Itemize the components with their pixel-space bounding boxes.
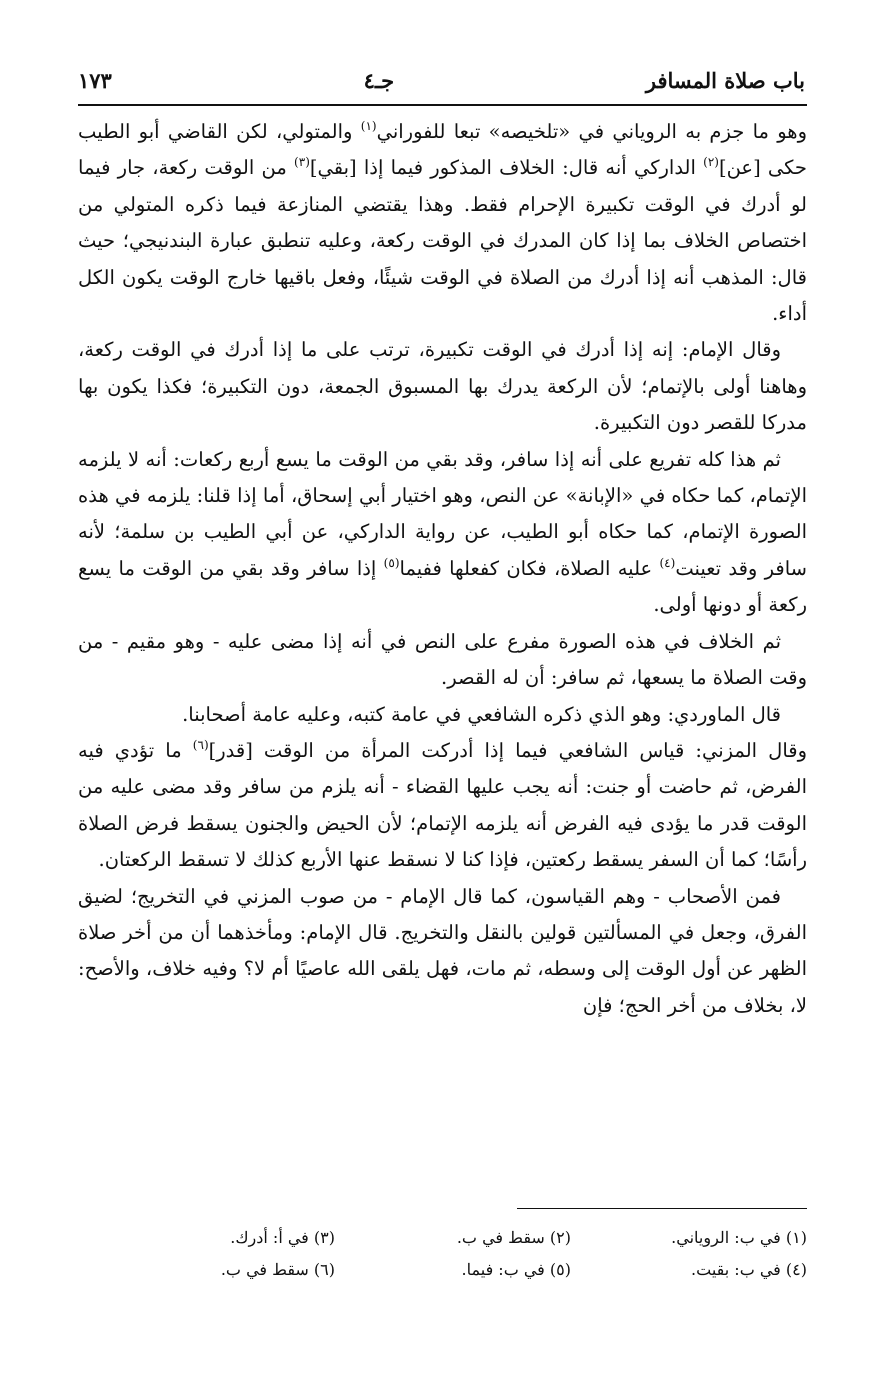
paragraph (78, 733, 807, 879)
text-run: من الوقت ركعة، جار فيما لو أدرك في الوقت تكبيرة الإحرام فقط. وهذا يقتضي المنازعة فيما ذكره المتولي من اختصاص الخلاف بما إذا كان المدرك في الوقت ركعة، وعليه تنطبق عبارة البندنيجي؛ حيث قال: المذهب أنه إذا أدرك من الصلاة في الوقت شيئًا، وفعل باقيها خارج الوقت يكون الكل أداء. (78, 156, 807, 326)
footnote-separator (517, 1208, 807, 1209)
footnote-marker[interactable]: (١) (360, 119, 377, 133)
footnote: (٤) في ب: بقيت. (691, 1260, 807, 1279)
text-run: وقال الإمام: إنه إذا أدرك في الوقت تكبيرة، ترتب على ما إذا أدرك في الوقت ركعة، وهاهنا أولى بالإتمام؛ لأن الركعة يدرك بها المسبوق الجمعة، دون التكبيرة؛ فكذا يكون بها مدركا للقصر دون التكبيرة. (78, 338, 807, 435)
text-run: فمن الأصحاب - وهم القياسون، كما قال الإمام - من صوب المزني في التخريج؛ لضيق الفرق، وجعل في المسألتين قولين بالنقل والتخريج. قال الإمام: ومأخذهما أن من أخر صلاة الظهر عن أول الوقت إلى وسطه، ثم مات، فهل يلقى الله عاصيًا أم لا؟ وفيه خلاف، والأصح: لا، بخلاف من أخر الحج؛ فإن (78, 884, 807, 1017)
footnote-marker[interactable]: (٥) (383, 555, 400, 570)
text-run: ما تؤدي فيه الفرض، ثم حاضت أو جنت: أنه يجب عليها القضاء - أنه يلزم من سافر وقد مضى عليه من الوقت قدر ما يؤدى فيه الفرض أنه يلزمه الإتمام؛ لأن الحيض والجنون يسقط فرض الصلاة رأسًا؛ كما أن السفر يسقط ركعتين، فإذا كنا لا نسقط عنها الأربع كذلك لا تسقط الركعتان. (78, 738, 807, 872)
volume-label: جـ٤ (363, 67, 395, 93)
footnote: (١) في ب: الروياني. (671, 1228, 807, 1247)
text-run: وقال المزني: قياس الشافعي فيما إذا أدركت المرأة من الوقت [قدر] (208, 738, 808, 762)
paragraph (78, 442, 807, 624)
text-run: وهو ما جزم به الروياني في «تلخيصه» تبعا للفوراني (376, 120, 808, 143)
footnotes (78, 1222, 807, 1286)
paragraph (78, 114, 807, 332)
text-run: قال الماوردي: وهو الذي ذكره الشافعي في عامة كتبه، وعليه عامة أصحابنا. (182, 702, 781, 726)
footnote-row (78, 1254, 807, 1286)
text-run: الداركي أنه قال: الخلاف المذكور فيما إذا [بقي] (309, 156, 704, 180)
page-number: ١٧٣ (78, 67, 112, 93)
footnote-marker[interactable]: (٦) (192, 737, 209, 752)
footnote-marker[interactable]: (٤) (659, 555, 676, 570)
main-text (78, 114, 807, 1024)
text-run: عليه الصلاة، فكان كفعلها ففيما (399, 556, 660, 580)
header-rule (78, 104, 807, 106)
paragraph (78, 879, 807, 1025)
footnote: (٦) سقط في ب. (220, 1260, 335, 1279)
footnote-marker[interactable]: (٢) (703, 155, 719, 170)
footnote-row (78, 1222, 807, 1254)
footnote: (٣) في أ: أدرك. (230, 1228, 335, 1247)
paragraph (78, 697, 807, 733)
text-run: ثم هذا كله تفريع على أنه إذا سافر، وقد بقي من الوقت ما يسع أربع ركعات: أنه لا يلزمه الإتمام، كما حكاه في «الإبانة» عن النص، وهو اختيار أبي إسحاق، أما إذا قلنا: يلزمه في هذه الصورة الإتمام، كما حكاه أبو الطيب، عن رواية الداركي، عن أبي الطيب بن سلمة؛ لأنه سافر وقد تعينت (78, 447, 808, 580)
text-run: إذا سافر وقد بقي من الوقت ما يسع ركعة أو دونها أولى. (78, 556, 807, 617)
paragraph (78, 624, 807, 697)
text-run: ثم الخلاف في هذه الصورة مفرع على النص في أنه إذا مضى عليه - وهو مقيم - من وقت الصلاة ما يسعها، ثم سافر: أن له القصر. (78, 629, 807, 690)
chapter-title: باب صلاة المسافر (645, 67, 805, 93)
footnote-marker[interactable]: (٣) (294, 155, 310, 170)
paragraph (78, 332, 807, 441)
footnote: (٥) في ب: فيما. (461, 1260, 571, 1279)
text-run: والمتولي، لكن القاضي أبو الطيب حكى [عن] (78, 120, 807, 180)
footnote: (٢) سقط في ب. (456, 1228, 571, 1247)
running-header (78, 62, 805, 98)
